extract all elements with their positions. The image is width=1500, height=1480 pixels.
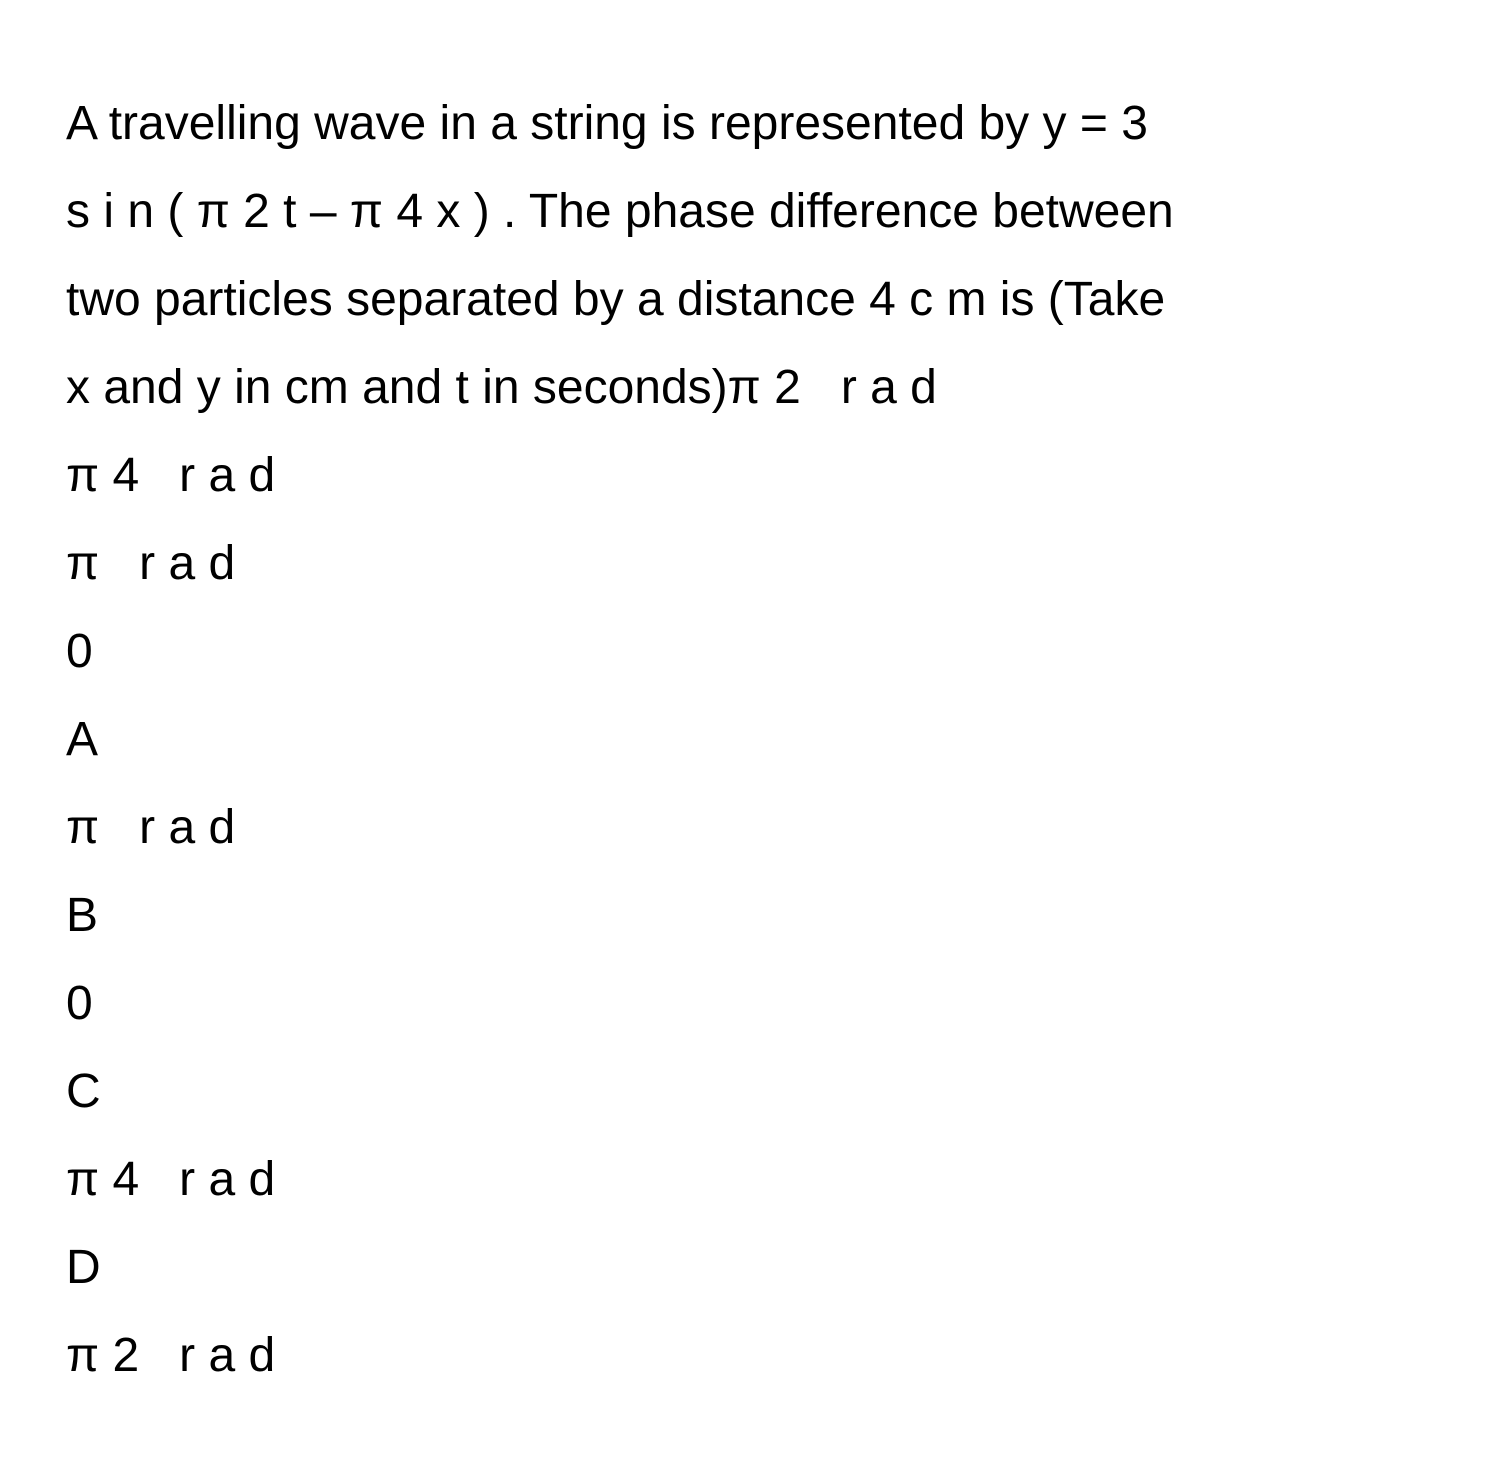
option-label-c: C bbox=[66, 1065, 101, 1118]
text-line: π r a d bbox=[66, 537, 236, 590]
text-line: 0 bbox=[66, 625, 93, 678]
option-label-a: A bbox=[66, 713, 99, 766]
option-b-value: 0 bbox=[66, 977, 93, 1030]
option-a-value: π r a d bbox=[66, 801, 236, 854]
option-label-d: D bbox=[66, 1241, 101, 1294]
question-line-4: x and y in cm and t in seconds)π 2 r a d bbox=[66, 361, 937, 414]
option-c-value: π 4 r a d bbox=[66, 1153, 276, 1206]
question-line-1: A travelling wave in a string is represented by y = 3 bbox=[66, 97, 1148, 150]
question-line-3: two particles separated by a distance 4 c m is (Take bbox=[66, 273, 1166, 326]
option-d-value: π 2 r a d bbox=[66, 1329, 276, 1382]
document bbox=[66, 80, 1446, 1400]
option-label-b: B bbox=[66, 889, 99, 942]
text-line: π 4 r a d bbox=[66, 449, 276, 502]
question-line-2: s i n ( π 2 t – π 4 x ) . The phase difference between bbox=[66, 185, 1174, 238]
question-text bbox=[66, 80, 1446, 432]
